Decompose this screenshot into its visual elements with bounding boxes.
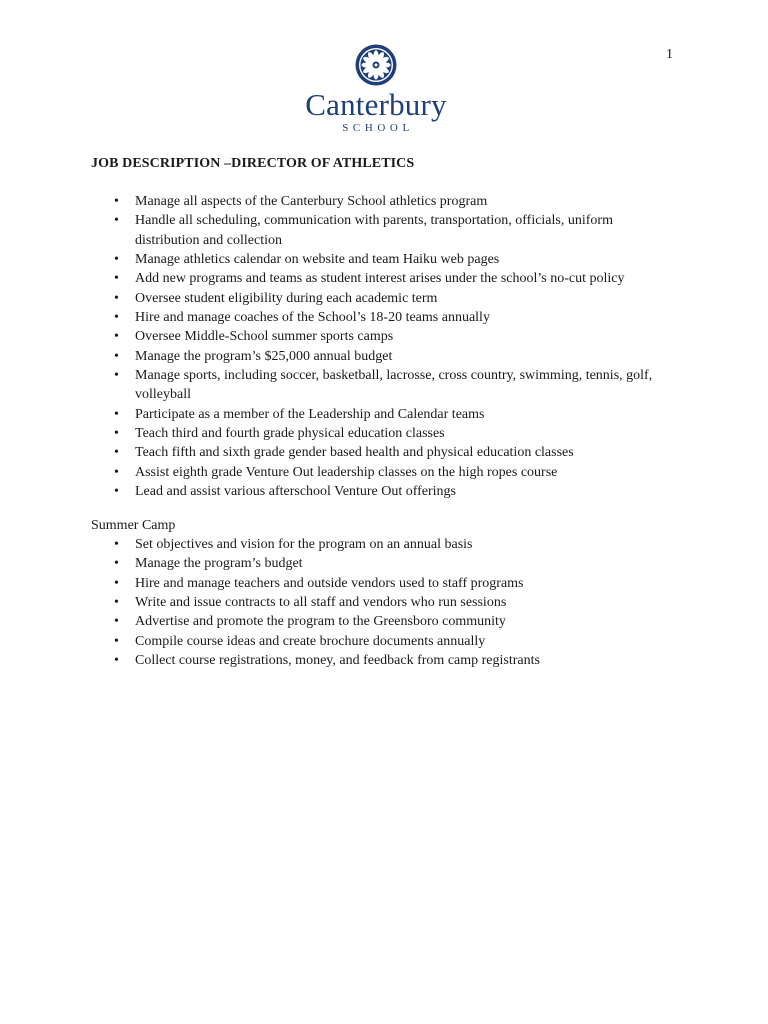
list-item-text: Participate as a member of the Leadership and Calendar teams	[135, 406, 485, 422]
bullet-icon: •	[114, 406, 119, 422]
rose-window-emblem-icon	[354, 43, 398, 87]
list-item	[114, 612, 674, 631]
bullet-icon: •	[114, 194, 119, 209]
list-item	[114, 289, 674, 308]
list-item	[114, 405, 674, 424]
list-item-text: Manage athletics calendar on website and team Haiku web pages	[135, 252, 500, 268]
list-item-text: Write and issue contracts to all staff and vendors who run sessions	[135, 595, 507, 611]
list-item-text: Advertise and promote the program to the Greensboro community	[135, 614, 506, 630]
list-item	[114, 651, 674, 670]
list-item-text: Handle all scheduling, communication with parents, transportation, officials, uniform distribution and collection	[135, 213, 613, 248]
bullet-icon: •	[114, 271, 119, 287]
summer-camp-heading: Summer Camp	[91, 518, 176, 533]
list-item-text: Lead and assist various afterschool Venture Out offerings	[135, 484, 457, 500]
list-item-text: Manage the program’s budget	[135, 556, 303, 572]
logo-subtitle: SCHOOL	[342, 122, 414, 134]
bullet-icon: •	[114, 464, 119, 480]
list-item-text: Oversee Middle-School summer sports camps	[135, 329, 394, 345]
list-item	[114, 443, 674, 462]
list-item-text: Manage sports, including soccer, basketball, lacrosse, cross country, swimming, tennis, golf, volleyball	[135, 368, 653, 403]
list-item-text: Set objectives and vision for the program on an annual basis	[135, 537, 473, 552]
school-logo	[296, 43, 456, 135]
list-item-text: Hire and manage coaches of the School’s 18-20 teams annually	[135, 310, 490, 326]
list-item	[114, 250, 674, 269]
bullet-icon: •	[114, 368, 119, 384]
list-item	[114, 211, 674, 250]
list-item	[114, 574, 674, 593]
bullet-icon: •	[114, 595, 119, 611]
bullet-icon: •	[114, 653, 119, 669]
list-item	[114, 347, 674, 366]
list-item	[114, 535, 674, 554]
summer-camp-list	[114, 535, 674, 670]
list-item	[114, 593, 674, 612]
list-item	[114, 192, 674, 211]
bullet-icon: •	[114, 426, 119, 442]
bullet-icon: •	[114, 614, 119, 630]
bullet-icon: •	[114, 484, 119, 500]
list-item-text: Manage the program’s $25,000 annual budget	[135, 348, 393, 364]
bullet-icon: •	[114, 290, 119, 306]
bullet-icon: •	[114, 213, 119, 229]
list-item-text: Oversee student eligibility during each academic term	[135, 290, 438, 306]
list-item	[114, 269, 674, 288]
list-item-text: Collect course registrations, money, and feedback from camp registrants	[135, 653, 540, 669]
bullet-icon: •	[114, 445, 119, 461]
logo-wordmark: Canterbury	[305, 87, 447, 122]
page-number: 1	[666, 47, 673, 62]
bullet-icon: •	[114, 633, 119, 649]
list-item-text: Add new programs and teams as student interest arises under the school’s no-cut policy	[135, 271, 625, 287]
list-item	[114, 327, 674, 346]
bullet-icon: •	[114, 575, 119, 591]
bullet-icon: •	[114, 252, 119, 268]
list-item	[114, 482, 674, 501]
list-item	[114, 554, 674, 573]
bullet-icon: •	[114, 348, 119, 364]
bullet-icon: •	[114, 329, 119, 345]
list-item-text: Teach third and fourth grade physical education classes	[135, 426, 445, 442]
list-item	[114, 463, 674, 482]
list-item-text: Hire and manage teachers and outside vendors used to staff programs	[135, 575, 524, 591]
list-item-text: Manage all aspects of the Canterbury School athletics program	[135, 194, 488, 209]
bullet-icon: •	[114, 556, 119, 572]
list-item	[114, 308, 674, 327]
bullet-icon: •	[114, 537, 119, 552]
list-item-text: Assist eighth grade Venture Out leadership classes on the high ropes course	[135, 464, 558, 480]
document-title: JOB DESCRIPTION –DIRECTOR OF ATHLETICS	[91, 156, 415, 171]
list-item	[114, 424, 674, 443]
list-item	[114, 366, 674, 405]
list-item-text: Compile course ideas and create brochure documents annually	[135, 633, 486, 649]
list-item-text: Teach fifth and sixth grade gender based health and physical education classes	[135, 445, 574, 461]
list-item	[114, 632, 674, 651]
duties-list	[114, 192, 674, 502]
bullet-icon: •	[114, 310, 119, 326]
